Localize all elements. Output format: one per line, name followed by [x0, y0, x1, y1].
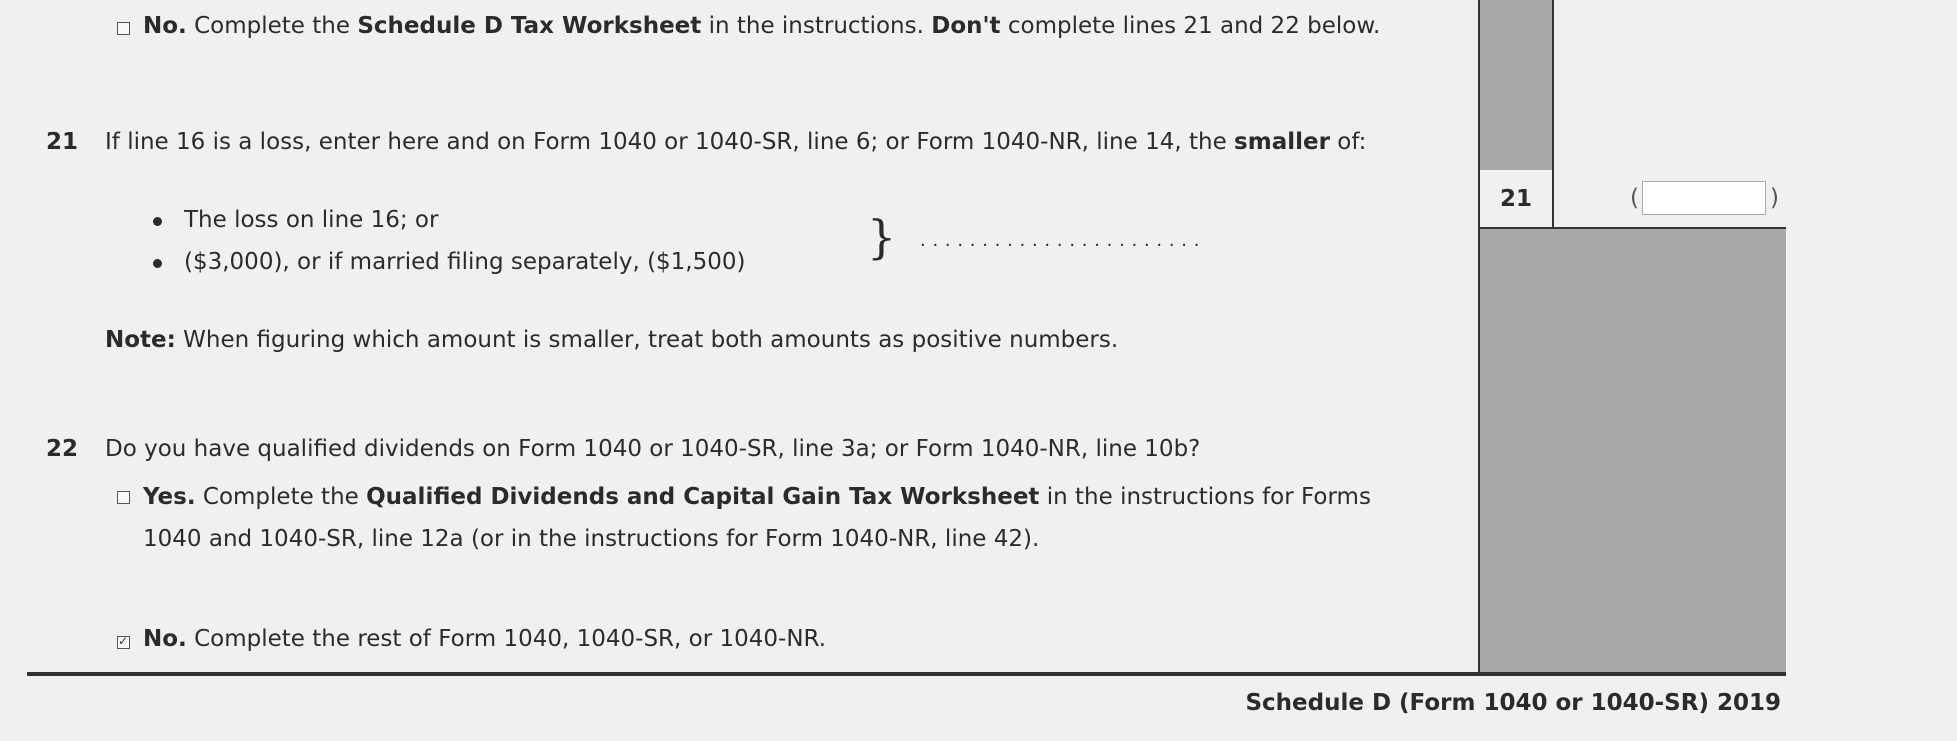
line21-paren-open: ( — [1630, 185, 1639, 211]
line20-no-bold2: Don't — [931, 13, 1001, 39]
line22-no-option — [143, 626, 826, 652]
line22-yes-option — [143, 484, 1371, 510]
line21-instruction — [105, 129, 1366, 155]
footer-title: Schedule D (Form 1040 or 1040-SR) 2019 — [1245, 690, 1781, 716]
line22-question: Do you have qualified dividends on Form 1040 or 1040-SR, line 3a; or Form 1040-NR, line 10b? — [105, 436, 1201, 462]
line22-number: 22 — [46, 436, 79, 462]
line22-yes-bold: Qualified Dividends and Capital Gain Tax Worksheet — [366, 484, 1040, 510]
line20-no-text3: complete lines 21 and 22 below. — [1000, 13, 1381, 39]
line21-box-label: 21 — [1500, 186, 1533, 212]
line21-amount-input[interactable] — [1642, 181, 1766, 215]
line21-note — [105, 327, 1118, 353]
line21-bullet1: The loss on line 16; or — [184, 207, 439, 233]
line21-paren-close: ) — [1770, 185, 1779, 211]
line22-yes-text-line2: 1040 and 1040-SR, line 12a (or in the instructions for Form 1040-NR, line 42). — [143, 526, 1040, 552]
column-divider-label — [1552, 0, 1554, 229]
column-divider-left — [1478, 0, 1480, 674]
line22-no-text: Complete the rest of Form 1040, 1040-SR, or 1040-NR. — [186, 626, 827, 652]
line22-yes-checkbox[interactable] — [117, 491, 130, 504]
line21-note-text: When figuring which amount is smaller, treat both amounts as positive numbers. — [175, 327, 1119, 353]
shaded-area-bottom — [1479, 229, 1786, 674]
line21-bullet2: ($3,000), or if married filing separately, ($1,500) — [184, 249, 746, 275]
line20-no-checkbox[interactable] — [117, 22, 130, 35]
line22-yes-text1: Complete the — [195, 484, 367, 510]
line20-no-bold1: Schedule D Tax Worksheet — [357, 13, 702, 39]
footer-rule — [27, 672, 1786, 676]
line20-no-label: No. — [143, 13, 187, 39]
line21-brace: } — [867, 210, 897, 264]
line22-yes-label: Yes. — [143, 484, 196, 510]
line21-leader-dots: . . . . . . . . . . . . . . . . . . . . . . . — [920, 230, 1200, 251]
line21-box-bottom-rule — [1478, 227, 1786, 229]
bullet-icon — [153, 217, 162, 226]
line21-smaller: smaller — [1234, 129, 1330, 155]
shaded-column-top — [1479, 0, 1553, 170]
bullet-icon — [153, 259, 162, 268]
line20-no-text2: in the instructions. — [701, 13, 932, 39]
line22-no-label: No. — [143, 626, 187, 652]
line21-text2: of: — [1329, 129, 1367, 155]
line20-no-option — [143, 13, 1380, 39]
line21-number: 21 — [46, 129, 79, 155]
line22-no-checkbox[interactable] — [117, 636, 130, 649]
line21-note-label: Note: — [105, 327, 176, 353]
line22-yes-text2: in the instructions for Forms — [1039, 484, 1371, 510]
line20-no-text1: Complete the — [186, 13, 358, 39]
line21-text1: If line 16 is a loss, enter here and on Form 1040 or 1040-SR, line 6; or Form 1040-NR, line 14, the — [105, 129, 1235, 155]
